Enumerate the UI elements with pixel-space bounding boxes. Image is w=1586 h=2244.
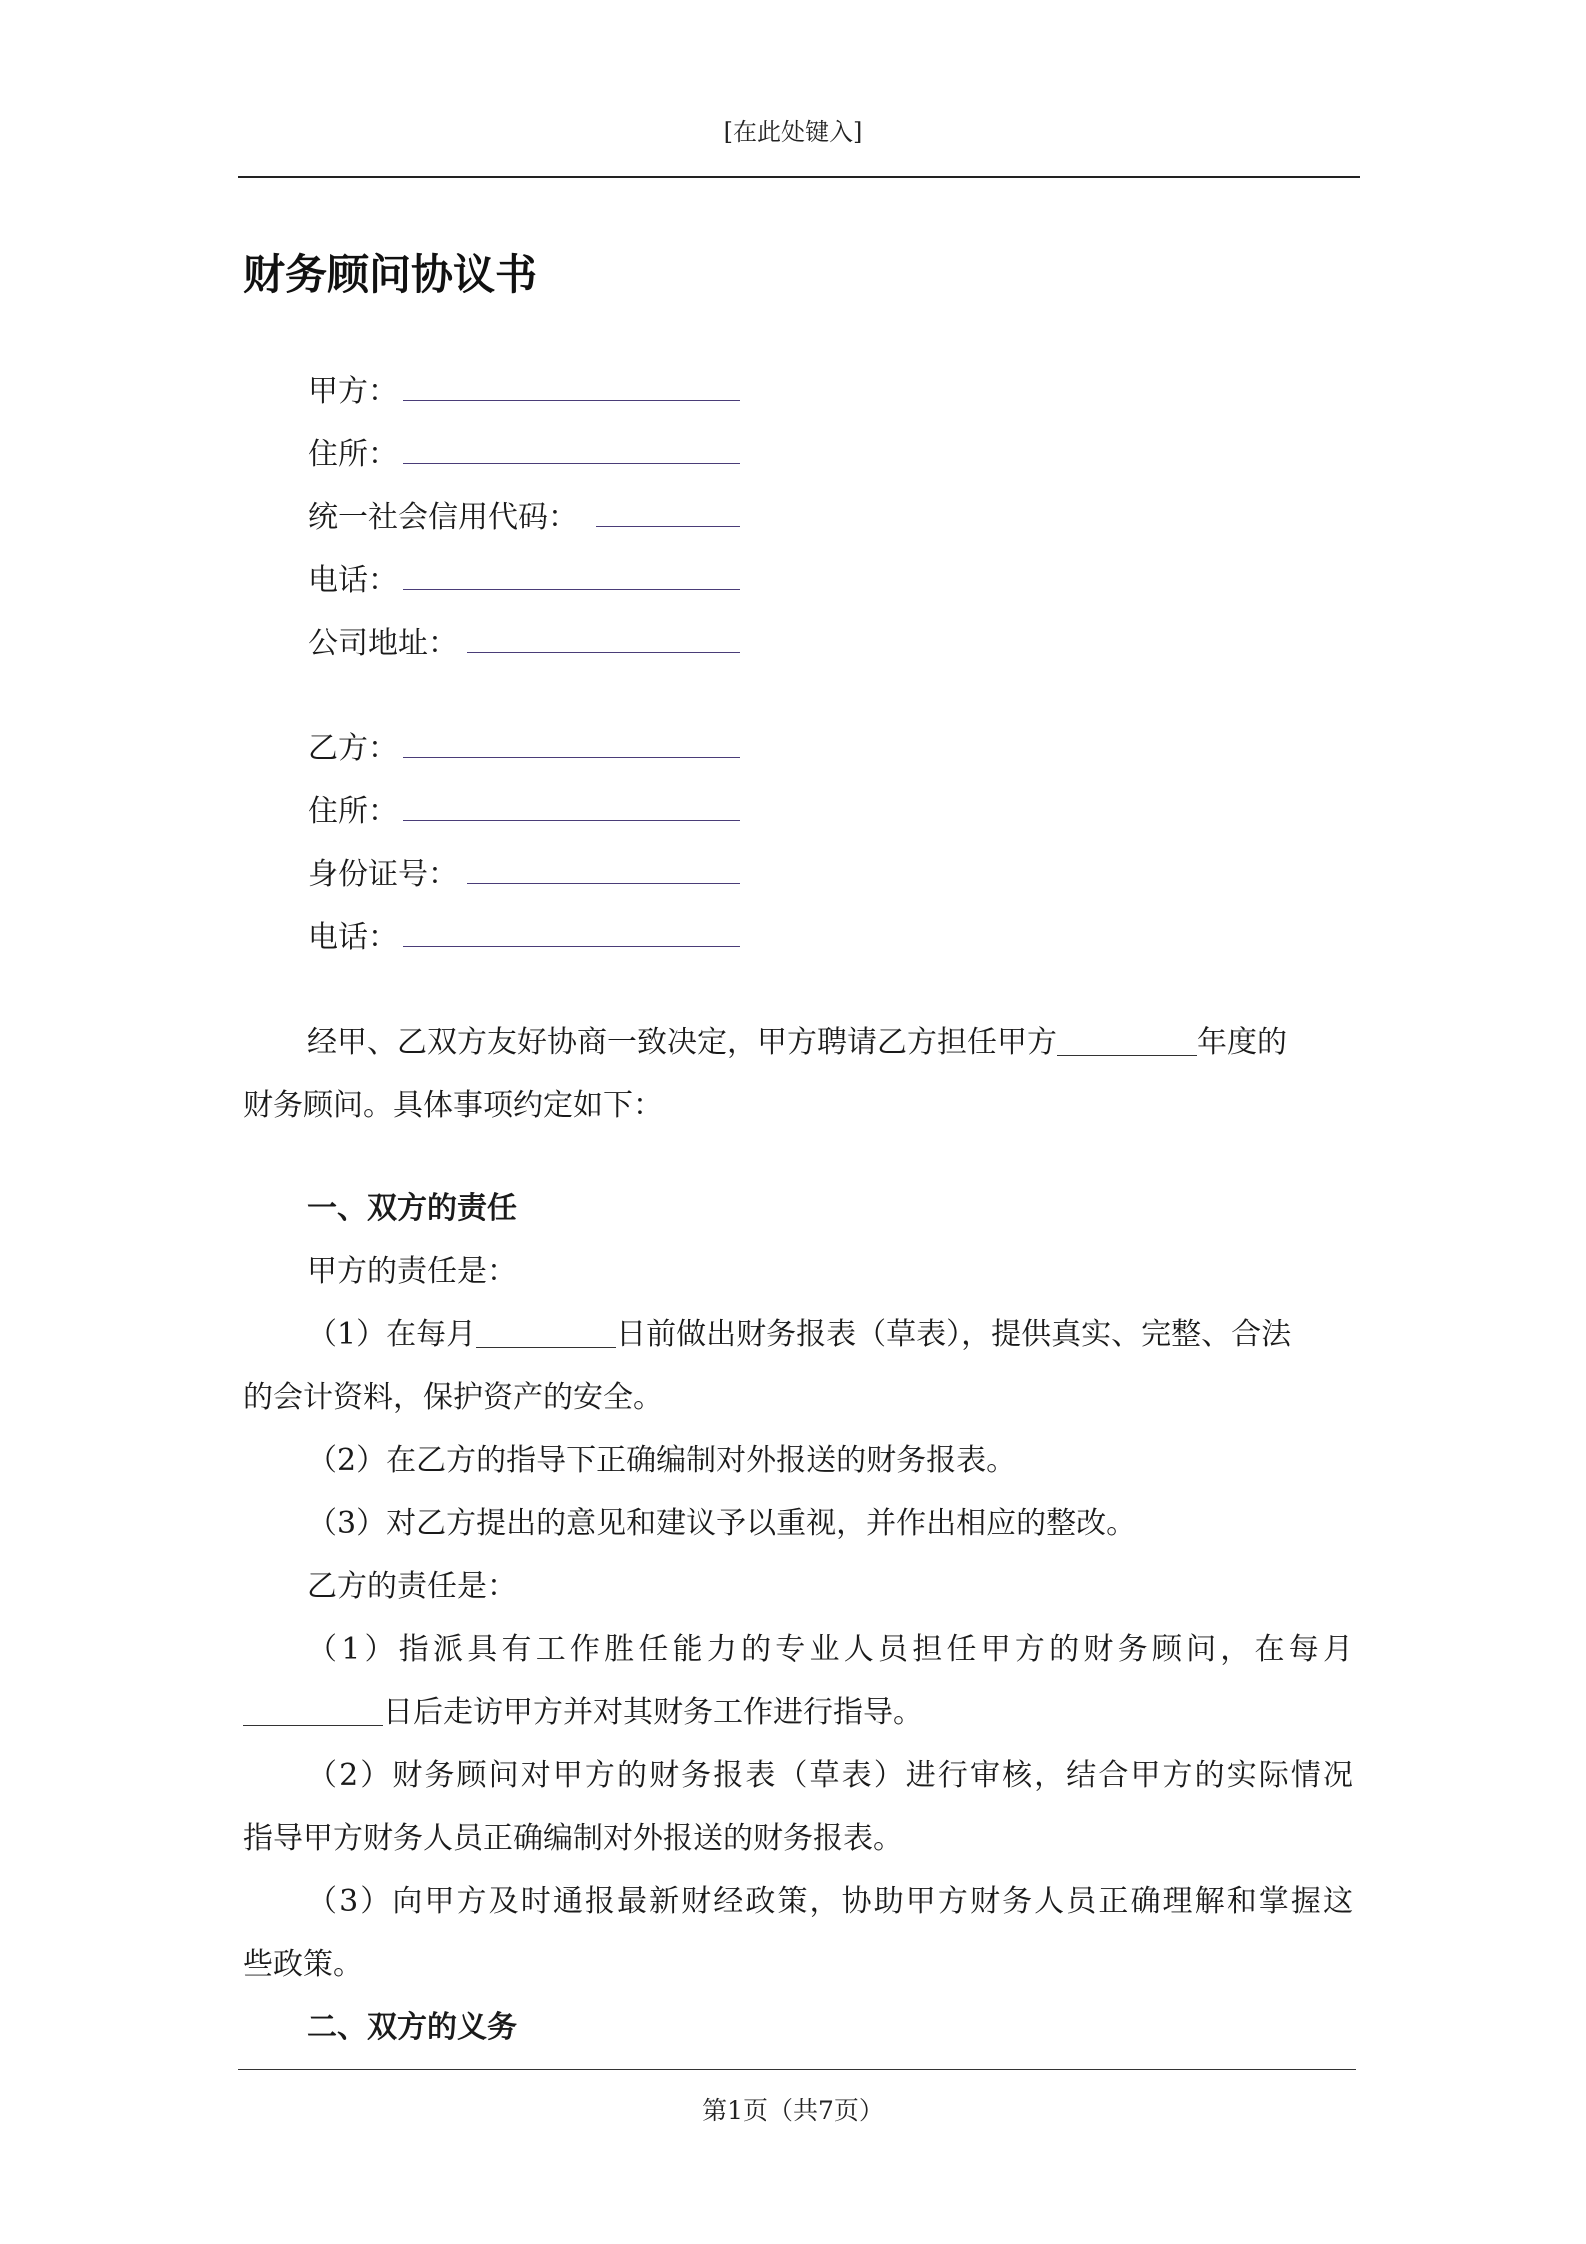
party-b-blank[interactable]: [403, 757, 740, 758]
party-a-company-address-label: 公司地址：: [308, 626, 458, 661]
duty-a3: （3）对乙方提出的意见和建议予以重视，并作出相应的整改。: [307, 1506, 1137, 1541]
party-b-address-label: 住所：: [308, 794, 398, 829]
party-b-phone-label: 电话：: [308, 920, 398, 955]
party-b-id-label: 身份证号：: [308, 857, 458, 892]
duty-b1-line-1: （1）指派具有工作胜任能力的专业人员担任甲方的财务顾问，在每月: [307, 1632, 1353, 1667]
party-a-phone-blank[interactable]: [403, 589, 740, 590]
visit-date-blank[interactable]: [243, 1695, 383, 1726]
party-a-address-label: 住所：: [308, 437, 398, 472]
page-number: 第1页（共7页）: [702, 2096, 884, 2125]
party-b-duties-title: 乙方的责任是：: [307, 1569, 517, 1604]
party-a-credit-code-blank[interactable]: [596, 526, 740, 527]
duty-a1-text-2: 日前做出财务报表（草表），提供真实、完整、合法: [616, 1317, 1292, 1352]
duty-b3-line-1: （3）向甲方及时通报最新财经政策，协助甲方财务人员正确理解和掌握这: [307, 1884, 1353, 1919]
duty-a1-line-1: [307, 1309, 1291, 1353]
party-b-address-blank[interactable]: [403, 820, 740, 821]
page-header[interactable]: [在此处键入]: [723, 118, 863, 146]
footer-divider: [238, 2069, 1356, 2070]
intro-line-2: 财务顾问。具体事项约定如下：: [243, 1088, 663, 1123]
party-a-duties-title: 甲方的责任是：: [307, 1254, 517, 1289]
party-a-credit-code-label: 统一社会信用代码：: [308, 500, 578, 535]
duty-a2: （2）在乙方的指导下正确编制对外报送的财务报表。: [307, 1443, 1017, 1478]
intro-text-1: 经甲、乙双方友好协商一致决定，甲方聘请乙方担任甲方: [307, 1025, 1057, 1060]
duty-a1-line-2: 的会计资料，保护资产的安全。: [243, 1380, 663, 1415]
duty-b3-line-2: 些政策。: [243, 1947, 363, 1982]
intro-text-2: 年度的: [1197, 1025, 1287, 1060]
party-a-phone-label: 电话：: [308, 563, 398, 598]
section-2-heading: 二、双方的义务: [307, 2010, 517, 2045]
year-blank[interactable]: [1057, 1025, 1197, 1056]
party-b-phone-blank[interactable]: [403, 946, 740, 947]
document-title: 财务顾问协议书: [243, 250, 538, 299]
monthly-date-blank[interactable]: [476, 1317, 616, 1348]
section-1-heading: 一、双方的责任: [307, 1191, 517, 1226]
duty-b2-line-1: （2）财务顾问对甲方的财务报表（草表）进行审核，结合甲方的实际情况: [307, 1758, 1353, 1793]
party-a-blank[interactable]: [403, 400, 740, 401]
intro-line-1: [307, 1017, 1287, 1061]
duty-b2-line-2: 指导甲方财务人员正确编制对外报送的财务报表。: [243, 1821, 903, 1856]
party-a-address-blank[interactable]: [403, 463, 740, 464]
party-a-label: 甲方：: [308, 374, 398, 409]
duty-a1-text-1: （1）在每月: [307, 1317, 477, 1352]
duty-b1-line-2: [243, 1687, 923, 1731]
header-divider: [238, 176, 1360, 178]
duty-b1-text-2: 日后走访甲方并对其财务工作进行指导。: [383, 1695, 923, 1730]
party-b-label: 乙方：: [308, 731, 398, 766]
party-a-company-address-blank[interactable]: [467, 652, 740, 653]
party-b-id-blank[interactable]: [467, 883, 740, 884]
